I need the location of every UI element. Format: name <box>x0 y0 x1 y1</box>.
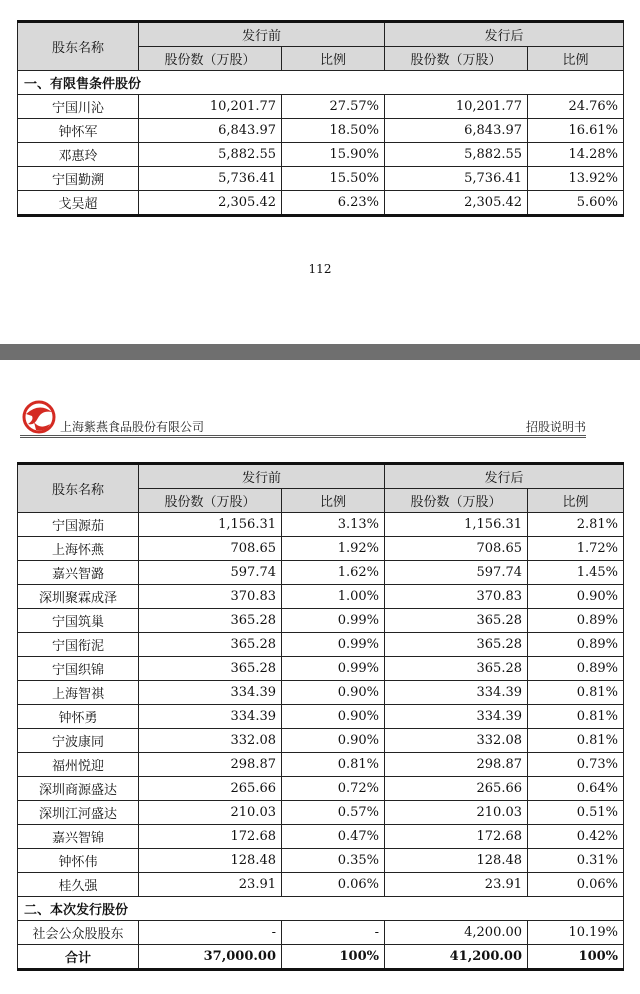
table-row <box>18 167 624 191</box>
shares-before: 334.39 <box>139 705 282 729</box>
shares-before: 365.28 <box>139 657 282 681</box>
table-row <box>18 95 624 119</box>
company-name: 上海紫燕食品股份有限公司 <box>60 420 205 434</box>
ratio-before: 1.00% <box>282 585 385 609</box>
shares-before: 298.87 <box>139 753 282 777</box>
shares-before: 10,201.77 <box>139 95 282 119</box>
ratio-before: 6.23% <box>282 191 385 216</box>
table-row <box>18 633 624 657</box>
shares-after: 365.28 <box>385 633 528 657</box>
header-shares: 股份数（万股） <box>139 489 282 513</box>
ratio-before: 0.57% <box>282 801 385 825</box>
shareholder-name: 深圳聚霖成泽 <box>18 585 139 609</box>
shareholder-name: 宁国衔泥 <box>18 633 139 657</box>
shareholder-name: 钟怀伟 <box>18 849 139 873</box>
table-row <box>18 537 624 561</box>
header-after: 发行后 <box>385 464 624 489</box>
table-row <box>18 681 624 705</box>
shareholder-name: 嘉兴智锦 <box>18 825 139 849</box>
shareholder-name: 宁国源茄 <box>18 513 139 537</box>
section-restricted-shares: 一、有限售条件股份 <box>18 71 624 95</box>
total-ratio-after: 100% <box>528 945 624 970</box>
header-shares: 股份数（万股） <box>385 47 528 71</box>
shares-after: 265.66 <box>385 777 528 801</box>
ratio-before: 0.06% <box>282 873 385 897</box>
ratio-before: 0.90% <box>282 729 385 753</box>
shareholding-table-top <box>17 20 624 217</box>
table-row <box>18 705 624 729</box>
ratio-after: 1.72% <box>528 537 624 561</box>
shareholder-name: 宁国筑巢 <box>18 609 139 633</box>
shares-before: 1,156.31 <box>139 513 282 537</box>
ratio-after: 0.51% <box>528 801 624 825</box>
ratio-before: - <box>282 921 385 945</box>
shareholder-name: 福州悦迎 <box>18 753 139 777</box>
company-logo-icon <box>20 398 58 436</box>
ratio-after: 0.89% <box>528 633 624 657</box>
table-row <box>18 143 624 167</box>
ratio-after: 10.19% <box>528 921 624 945</box>
table-row <box>18 609 624 633</box>
shares-after: 2,305.42 <box>385 191 528 216</box>
shareholder-name: 上海怀燕 <box>18 537 139 561</box>
shares-after: 5,882.55 <box>385 143 528 167</box>
shareholder-name: 深圳商源盛达 <box>18 777 139 801</box>
shares-after: 4,200.00 <box>385 921 528 945</box>
table-row <box>18 801 624 825</box>
ratio-after: 24.76% <box>528 95 624 119</box>
ratio-before: 1.92% <box>282 537 385 561</box>
ratio-after: 0.90% <box>528 585 624 609</box>
shareholder-name: 宁国织锦 <box>18 657 139 681</box>
ratio-after: 2.81% <box>528 513 624 537</box>
table-row <box>18 729 624 753</box>
table-row <box>18 873 624 897</box>
shares-before: 597.74 <box>139 561 282 585</box>
ratio-after: 0.89% <box>528 657 624 681</box>
table-row <box>18 561 624 585</box>
total-shares-after: 41,200.00 <box>385 945 528 970</box>
ratio-before: 0.47% <box>282 825 385 849</box>
ratio-before: 0.99% <box>282 633 385 657</box>
shares-before: 210.03 <box>139 801 282 825</box>
header-ratio: 比例 <box>528 47 624 71</box>
shares-after: 128.48 <box>385 849 528 873</box>
shares-before: 2,305.42 <box>139 191 282 216</box>
page-gap <box>0 344 640 360</box>
ratio-after: 0.81% <box>528 729 624 753</box>
shares-before: 332.08 <box>139 729 282 753</box>
table-row <box>18 191 624 216</box>
table-row <box>18 513 624 537</box>
shareholding-table-bottom <box>17 462 624 971</box>
shares-after: 10,201.77 <box>385 95 528 119</box>
shares-after: 334.39 <box>385 681 528 705</box>
shares-after: 210.03 <box>385 801 528 825</box>
ratio-before: 1.62% <box>282 561 385 585</box>
ratio-before: 0.99% <box>282 609 385 633</box>
document-title: 招股说明书 <box>525 420 586 434</box>
ratio-after: 16.61% <box>528 119 624 143</box>
shares-before: 365.28 <box>139 609 282 633</box>
page-header <box>20 398 620 436</box>
shares-before: 23.91 <box>139 873 282 897</box>
header-rule <box>20 437 586 438</box>
header-rule <box>20 435 586 436</box>
table-row <box>18 825 624 849</box>
page-number: 112 <box>308 262 332 276</box>
shares-before: 6,843.97 <box>139 119 282 143</box>
ratio-after: 0.81% <box>528 705 624 729</box>
ratio-before: 3.13% <box>282 513 385 537</box>
shareholder-name: 深圳江河盛达 <box>18 801 139 825</box>
shares-after: 334.39 <box>385 705 528 729</box>
shares-before: 128.48 <box>139 849 282 873</box>
total-ratio-before: 100% <box>282 945 385 970</box>
ratio-before: 0.90% <box>282 705 385 729</box>
shares-before: 365.28 <box>139 633 282 657</box>
shares-after: 597.74 <box>385 561 528 585</box>
shares-before: 5,882.55 <box>139 143 282 167</box>
table-row <box>18 849 624 873</box>
shares-after: 298.87 <box>385 753 528 777</box>
ratio-after: 0.89% <box>528 609 624 633</box>
table-body-top <box>18 95 624 216</box>
header-shares: 股份数（万股） <box>139 47 282 71</box>
shareholder-name: 钟怀勇 <box>18 705 139 729</box>
header-before: 发行前 <box>139 464 385 489</box>
total-shares-before: 37,000.00 <box>139 945 282 970</box>
header-shares: 股份数（万股） <box>385 489 528 513</box>
shareholder-name: 社会公众股股东 <box>18 921 139 945</box>
header-shareholder: 股东名称 <box>18 22 139 71</box>
ratio-before: 15.50% <box>282 167 385 191</box>
table-row <box>18 753 624 777</box>
ratio-after: 0.42% <box>528 825 624 849</box>
ratio-before: 0.81% <box>282 753 385 777</box>
shareholder-name: 宁国川沁 <box>18 95 139 119</box>
ratio-after: 0.64% <box>528 777 624 801</box>
table-row <box>18 119 624 143</box>
ratio-after: 0.06% <box>528 873 624 897</box>
header-ratio: 比例 <box>528 489 624 513</box>
header-ratio: 比例 <box>282 489 385 513</box>
shares-after: 365.28 <box>385 657 528 681</box>
shareholder-name: 宁国勤溯 <box>18 167 139 191</box>
shares-after: 5,736.41 <box>385 167 528 191</box>
header-shareholder: 股东名称 <box>18 464 139 513</box>
header-after: 发行后 <box>385 22 624 47</box>
shares-after: 708.65 <box>385 537 528 561</box>
ratio-after: 13.92% <box>528 167 624 191</box>
shares-after: 365.28 <box>385 609 528 633</box>
ratio-before: 0.90% <box>282 681 385 705</box>
shares-after: 332.08 <box>385 729 528 753</box>
shares-before: 370.83 <box>139 585 282 609</box>
shareholder-name: 邓惠玲 <box>18 143 139 167</box>
ratio-before: 0.72% <box>282 777 385 801</box>
ratio-before: 18.50% <box>282 119 385 143</box>
shareholder-name: 嘉兴智潞 <box>18 561 139 585</box>
shares-before: 334.39 <box>139 681 282 705</box>
shareholder-name: 上海智祺 <box>18 681 139 705</box>
ratio-before: 15.90% <box>282 143 385 167</box>
shareholder-name: 戈吴超 <box>18 191 139 216</box>
shares-before: - <box>139 921 282 945</box>
ratio-after: 0.81% <box>528 681 624 705</box>
shares-after: 370.83 <box>385 585 528 609</box>
total-row <box>18 945 624 970</box>
ratio-after: 14.28% <box>528 143 624 167</box>
table-row <box>18 657 624 681</box>
ratio-before: 0.99% <box>282 657 385 681</box>
total-label: 合计 <box>18 945 139 970</box>
shares-after: 23.91 <box>385 873 528 897</box>
table-row <box>18 921 624 945</box>
header-ratio: 比例 <box>282 47 385 71</box>
ratio-after: 0.73% <box>528 753 624 777</box>
shares-after: 1,156.31 <box>385 513 528 537</box>
shares-before: 172.68 <box>139 825 282 849</box>
shareholder-name: 桂久强 <box>18 873 139 897</box>
table-body-bottom <box>18 513 624 897</box>
ratio-after: 5.60% <box>528 191 624 216</box>
ratio-after: 1.45% <box>528 561 624 585</box>
header-before: 发行前 <box>139 22 385 47</box>
section-new-issue-shares: 二、本次发行股份 <box>18 897 624 921</box>
ratio-after: 0.31% <box>528 849 624 873</box>
shares-after: 6,843.97 <box>385 119 528 143</box>
shares-before: 708.65 <box>139 537 282 561</box>
shares-before: 5,736.41 <box>139 167 282 191</box>
shareholder-name: 钟怀军 <box>18 119 139 143</box>
shares-after: 172.68 <box>385 825 528 849</box>
table-row <box>18 777 624 801</box>
table-row <box>18 585 624 609</box>
shareholder-name: 宁波康同 <box>18 729 139 753</box>
ratio-before: 27.57% <box>282 95 385 119</box>
ratio-before: 0.35% <box>282 849 385 873</box>
shares-before: 265.66 <box>139 777 282 801</box>
